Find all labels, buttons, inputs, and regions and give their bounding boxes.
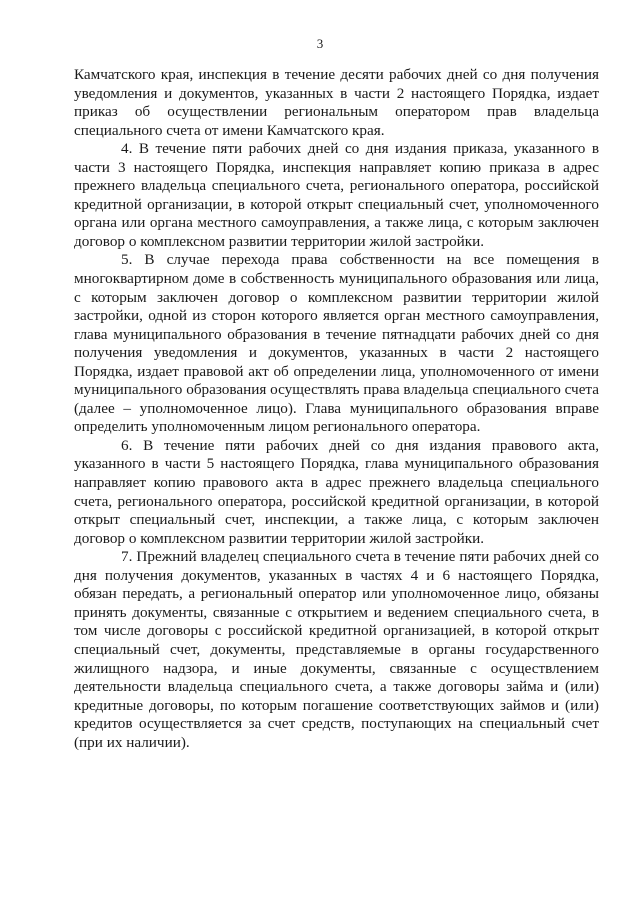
paragraph-item-6: 6. В течение пяти рабочих дней со дня издания правового акта, указанного в части 5 настоящего Порядка, глава муниципального образования направляет копию правового акта в адрес прежнего владельца специального счета, регионального оператора, российской кредитной организации, в которой открыт специальный счет, инспекции, а также лица, с которым заключен договор о комплексном развитии территории жилой застройки. [74,436,599,547]
paragraph-item-4: 4. В течение пяти рабочих дней со дня издания приказа, указанного в части 3 настоящего Порядка, инспекция направляет копию приказа в адрес прежнего владельца специального счета, регионального оператора, российской кредитной организации, в которой открыт специальный счет, уполномоченного органа или органа местного самоуправления, а также лица, с которым заключен договор о комплексном развитии территории жилой застройки. [74,140,599,250]
document-body [74,66,599,752]
paragraph-item-7: 7. Прежний владелец специального счета в течение пяти рабочих дней со дня получения документов, указанных в частях 4 и 6 настоящего Порядка, обязан передать, а региональный оператор или уполномоченное лицо, обязаны принять документы, связанные с открытием и ведением специального счета, в том числе договоры с российской кредитной организацией, в которой открыт специальный счет, документы, представляемые в органы государственного жилищного надзора, и иные документы, связанные с осуществлением деятельности владельца специального счета, а также договоры займа и (или) кредитные договоры, по которым погашение соответствующих займов и (или) кредитов осуществляется за счет средств, поступающих на специальный счет (при их наличии). [74,548,599,751]
page-number: 3 [316,36,324,51]
paragraph-item-5: 5. В случае перехода права собственности на все помещения в многоквартирном доме в собственность муниципального образования или лица, с которым заключен договор о комплексном развитии территории жилой застройки, одной из сторон которого является орган местного самоуправления, глава муниципального образования в течение пятнадцати рабочих дней со дня получения уведомления и документов, указанных в части 2 настоящего Порядка, издает правовой акт об определении лица, уполномоченного от имени муниципального образования осуществлять права владельца специального счета (далее – уполномоченное лицо). Глава муниципального образования вправе определить уполномоченным лицом регионального оператора. [74,251,599,436]
paragraph-continuation: Камчатского края, инспекция в течение десяти рабочих дней со дня получения уведомления и документов, указанных в части 2 настоящего Порядка, издает приказ об осуществлении региональным оператором прав владельца специального счета от имени Камчатского края. [74,66,599,139]
